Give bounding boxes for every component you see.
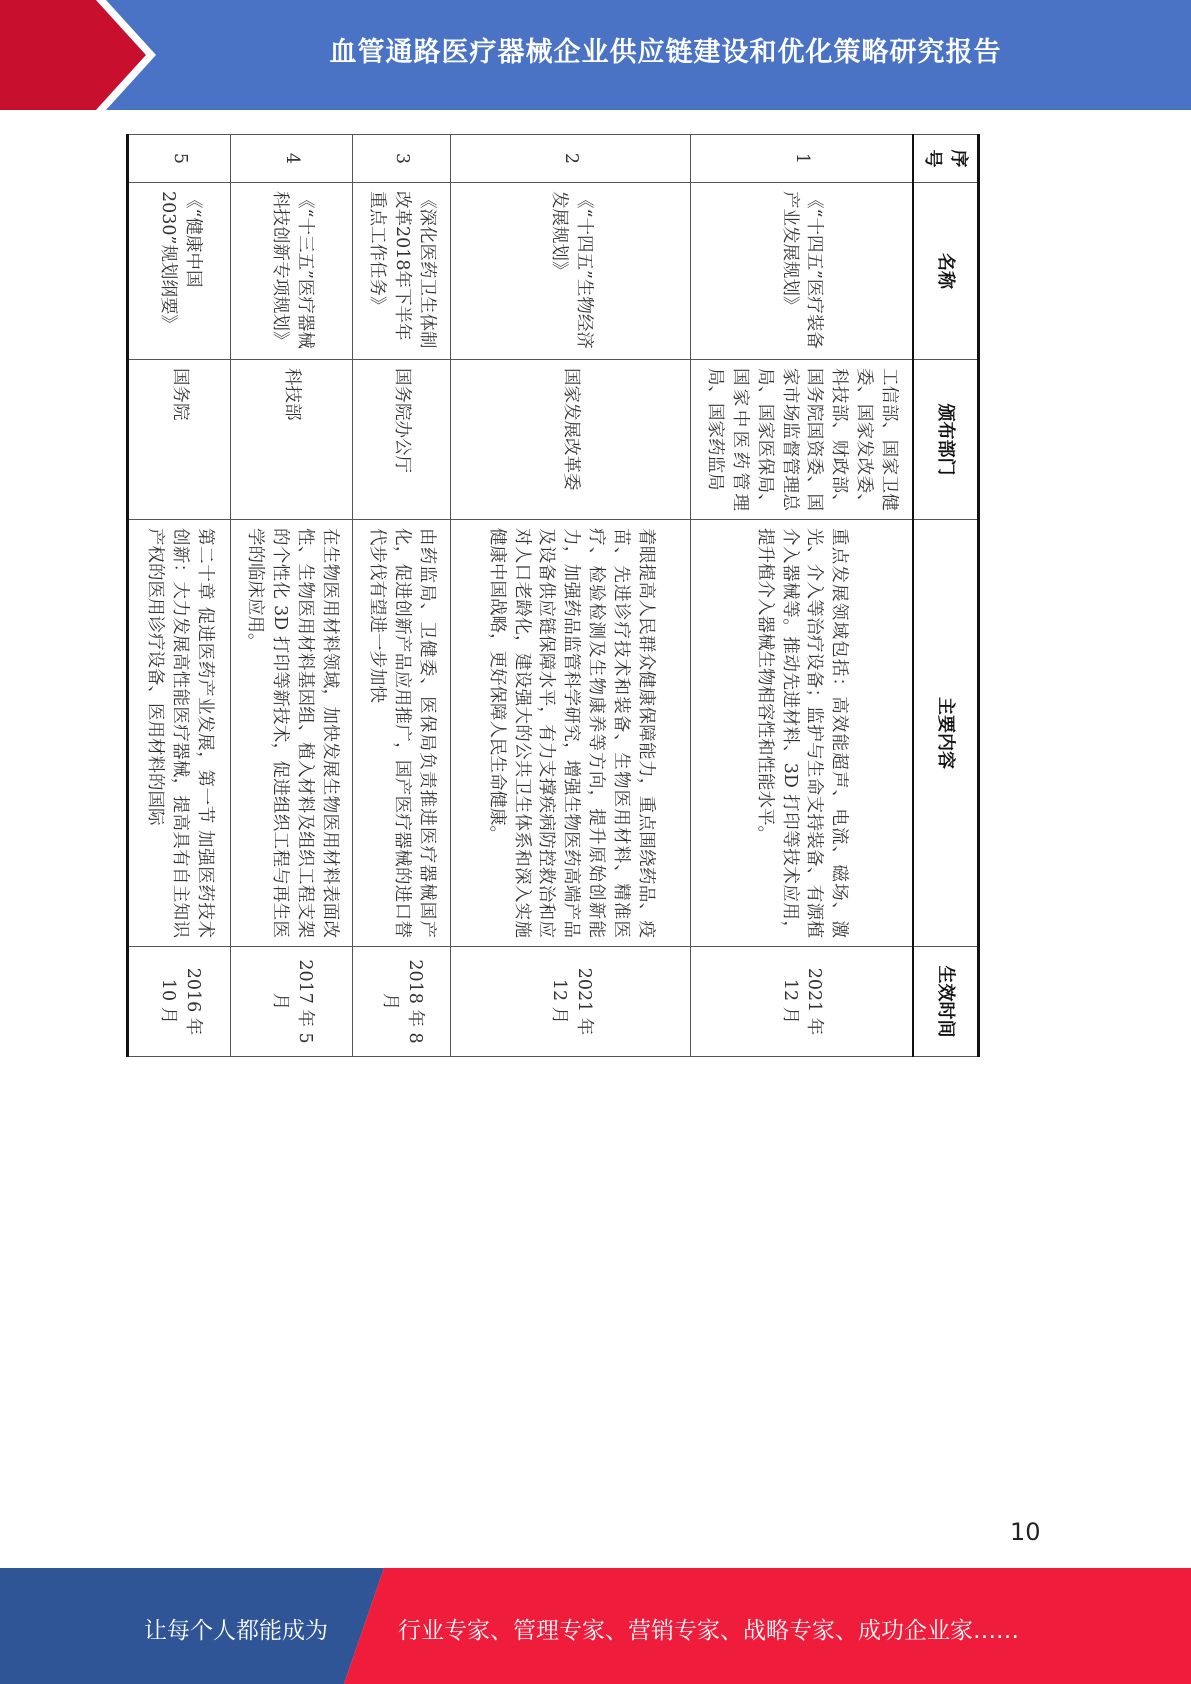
footer-slogan-right: 行业专家、管理专家、营销专家、战略专家、成功企业家…… <box>398 1618 1019 1644</box>
cell-department: 国务院办公厅 <box>353 360 451 520</box>
cell-name: 《“十四五”生物经济发展规划》 <box>451 183 691 360</box>
table-row <box>691 135 913 1057</box>
cell-index: 1 <box>691 135 913 183</box>
cell-index: 5 <box>128 135 231 183</box>
cell-index: 4 <box>231 135 353 183</box>
cell-department: 科技部 <box>231 360 353 520</box>
header-name: 名称 <box>913 183 979 360</box>
header-department: 颁布部门 <box>913 360 979 520</box>
policy-table-rotated <box>145 134 980 1056</box>
footer-slogan-left: 让每个人都能成为 <box>144 1618 328 1644</box>
cell-department: 国家发展改革委 <box>451 360 691 520</box>
page-header <box>0 0 1191 110</box>
cell-index: 3 <box>353 135 451 183</box>
table-row <box>231 135 353 1057</box>
cell-date: 2017 年 5 月 <box>231 947 353 1057</box>
header-chevron-graphic <box>0 0 160 110</box>
table-row <box>353 135 451 1057</box>
header-index: 序号 <box>913 135 979 183</box>
cell-name: 《深化医药卫生体制改革2018年下半年重点工作任务》 <box>353 183 451 360</box>
cell-department: 国务院 <box>128 360 231 520</box>
cell-content: 着眼提高人民群众健康保障能力，重点围绕药品、疫苗、先进诊疗技术和装备、生物医用材料、精准医疗、检验检测及生物康养等方向，提升原始创新能力，加强药品监管科学研究，增强生物医药高端产品及设备供应链保障水平，有力支撑疾病防控救治和应对人口老龄化，建设强大的公共卫生体系和深入实施健康中国战略，更好保障人民生命健康。 <box>451 520 691 947</box>
cell-content: 重点发展领域包括：高效能超声、电流、磁场、激光、介入等治疗设备；监护与生命支持装备、有源植介入器械等。推动先进材料、3D 打印等技术应用，提升植介入器械生物相容性和性能水平。 <box>691 520 913 947</box>
cell-content: 在生物医用材料领域，加快发展生物医用材料表面改性、生物医用材料基因组、植入材料及组织工程支架的个性化 3D 打印等新技术，促进组织工程与再生医学的临床应用。 <box>231 520 353 947</box>
table-row <box>128 135 231 1057</box>
cell-date: 2021 年 12 月 <box>451 947 691 1057</box>
header-content: 主要内容 <box>913 520 979 947</box>
policy-table <box>126 134 980 1057</box>
header-effective-date: 生效时间 <box>913 947 979 1057</box>
cell-index: 2 <box>451 135 691 183</box>
cell-department: 工信部、国家卫健委、国家发改委、科技部、财政部、国务院国资委、国家市场监督管理总局、国家医保局、国家中医药管理局、国家药监局 <box>691 360 913 520</box>
report-title: 血管通路医疗器械企业供应链建设和优化策略研究报告 <box>329 37 1002 68</box>
cell-name: 《“十三五”医疗器械科技创新专项规划》 <box>231 183 353 360</box>
policy-table-container <box>145 134 980 1056</box>
cell-content: 由药监局、卫健委、医保局负责推进医疗器械国产化，促进创新产品应用推广，国产医疗器械的进口替代步伐有望进一步加快 <box>353 520 451 947</box>
cell-name: 《“健康中国 2030”规划纲要》 <box>128 183 231 360</box>
cell-name: 《“十四五”医疗装备产业发展规划》 <box>691 183 913 360</box>
cell-content: 第二十章 促进医药产业发展，第一节 加强医药技术创新：大力发展高性能医疗器械，提高具有自主知识产权的医用诊疗设备、医用材料的国际 <box>128 520 231 947</box>
page-footer <box>0 1568 1191 1684</box>
table-row <box>451 135 691 1057</box>
cell-date: 2018 年 8 月 <box>353 947 451 1057</box>
cell-date: 2021 年 12 月 <box>691 947 913 1057</box>
page-number: 10 <box>1010 1518 1041 1546</box>
table-header-row <box>913 135 979 1057</box>
cell-date: 2016 年 10 月 <box>128 947 231 1057</box>
